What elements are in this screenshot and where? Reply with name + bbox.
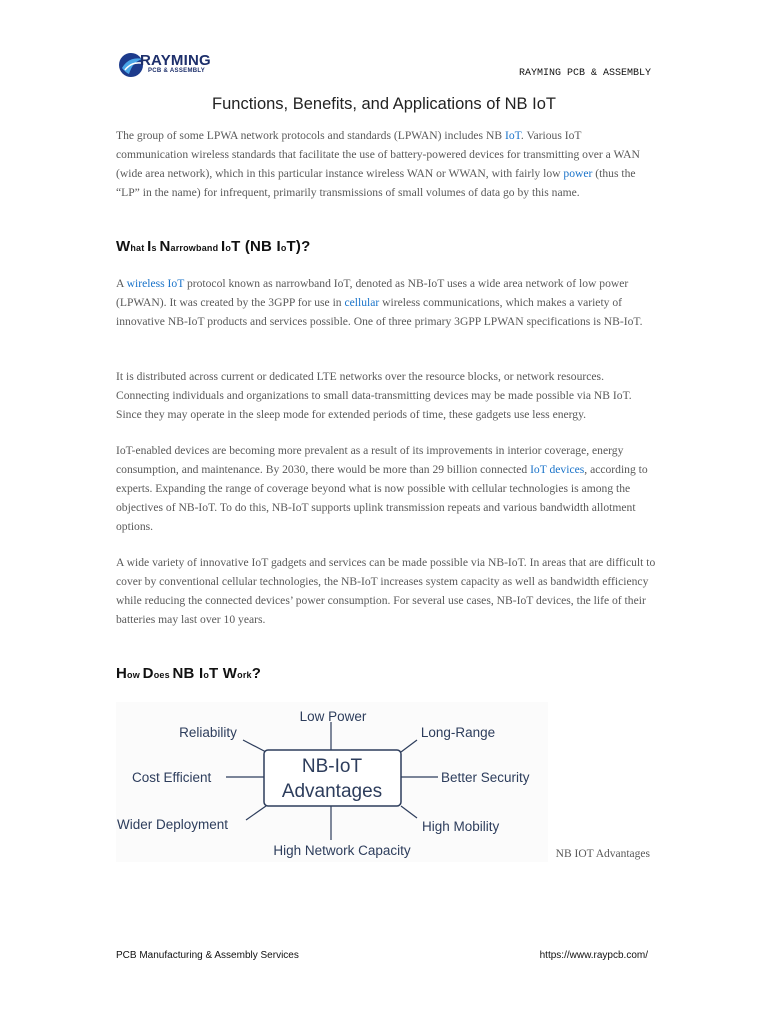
footer-services: PCB Manufacturing & Assembly Services (116, 950, 299, 961)
label-long-range: Long-Range (420, 725, 496, 740)
label-reliability: Reliability (179, 725, 237, 740)
center-line-1: NB-IoT (301, 756, 363, 777)
label-low-power: Low Power (299, 709, 367, 724)
iot-link[interactable]: IoT (504, 129, 521, 142)
header-company-name: RAYMING PCB & ASSEMBLY (518, 68, 651, 79)
page-title: Functions, Benefits, and Applications of NB IoT (212, 95, 556, 113)
nb-iot-advantages-diagram (116, 702, 548, 862)
paragraph-devices: IoT-enabled devices are becoming more prevalent as a result of its improvements in interior coverage, energy consumption, and maintenance. By 2030, there would be more than 29 billion connected IoT devices, according to experts. Expanding the range of coverage beyond what is now possible with cellular technologies is among the objectives of NB-IoT. To do this, NB-IoT supports uplink transmission repeats and various bandwidth allotment options. (116, 444, 648, 533)
iot-devices-link[interactable]: IoT devices (530, 463, 585, 476)
heading-what-is-nb-iot: What Is Narrowband IoT (NB IoT)? (116, 238, 311, 255)
logo-brand-subtext: PCB & ASSEMBLY (148, 68, 206, 74)
center-line-2: Advantages (281, 781, 383, 802)
intro-paragraph (116, 126, 656, 202)
cellular-link[interactable]: cellular (344, 296, 380, 309)
intro-text-2: . Various IoT communication wireless standards that facilitate the use of battery-powered devices for transmitting over a WAN (wide area network), which in this particular instance wireless WAN or WWAN, with fairly low (116, 129, 640, 180)
heading-how-does-nb-iot-work: How Does NB IoT Work? (116, 665, 262, 682)
intro-text-1: The group of some LPWA network protocols and standards (LPWAN) includes NB (116, 129, 505, 142)
footer-url[interactable]: https://www.raypcb.com/ (539, 950, 648, 961)
wireless-iot-link[interactable]: wireless IoT (126, 277, 185, 290)
power-link[interactable]: power (563, 167, 593, 180)
label-better-security: Better Security (441, 770, 530, 785)
paragraph-distribution: It is distributed across current or dedicated LTE networks over the resource blocks, or network resources. Connecting individuals and organizations to small data-transmitting devices may be made possible via NB IoT. Since they may operate in the sleep mode for extended periods of time, these gadgets use less energy. (116, 370, 632, 421)
logo-brand-text: RAYMING (140, 52, 211, 69)
paragraph-definition: A wireless IoT protocol known as narrowband IoT, denoted as NB-IoT uses a wide area network of low power (LPWAN). It was created by the 3GPP for use in cellular wireless communications, which makes a variety of innovative NB-IoT products and services possible. One of three primary 3GPP LPWAN specifications is NB-IoT. (116, 277, 643, 328)
label-high-network-capacity: High Network Capacity (273, 843, 411, 858)
label-wider-deployment: Wider Deployment (117, 817, 229, 832)
label-cost-efficient: Cost Efficient (132, 770, 212, 785)
paragraph-gadgets: A wide variety of innovative IoT gadgets and services can be made possible via NB-IoT. In areas that are difficult to cover by conventional cellular technologies, the NB-IoT increases system capacity as well as bandwidth efficiency while reducing the connected devices’ power consumption. For several use cases, NB-IoT devices, the life of their batteries may last over 10 years. (116, 556, 656, 626)
label-high-mobility: High Mobility (422, 819, 500, 834)
diagram-caption: NB IOT Advantages (555, 848, 650, 860)
intro-text-3: (thus the “LP” in the name) for infrequent, primarily transmissions of small volumes of data go by this name. (116, 167, 636, 199)
